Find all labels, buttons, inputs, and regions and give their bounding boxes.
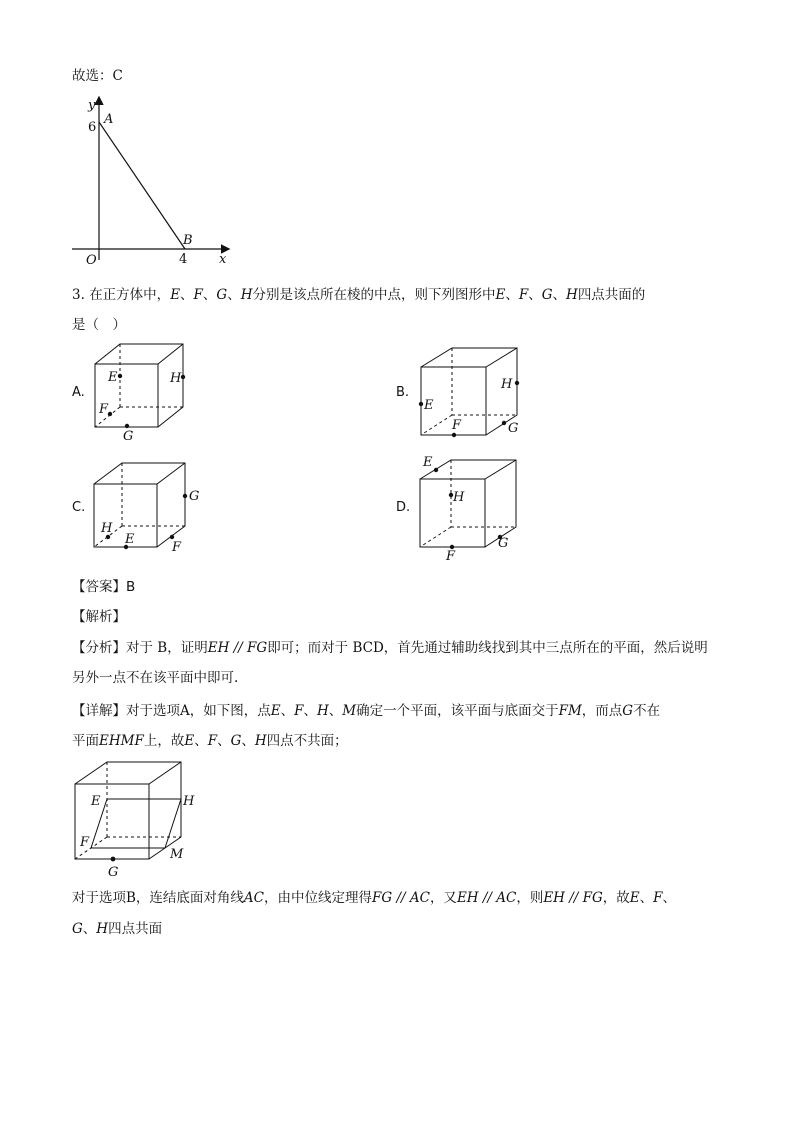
option-d-label: D. [396, 500, 411, 515]
cube-option-b [412, 340, 530, 440]
svg-text:G: G [498, 536, 509, 551]
svg-text:F: F [172, 540, 182, 555]
svg-text:E: E [125, 532, 135, 547]
svg-text:H: H [170, 371, 182, 386]
svg-text:H: H [501, 377, 513, 392]
fenxi-line-2: 另外一点不在该平面中即可. [72, 670, 239, 686]
question-line-2: 是（ ） [72, 317, 126, 333]
option-c-label: C. [72, 500, 86, 515]
fenxi-line-1: 【分析】对于 B，证明EH // FG即可；而对于 BCD，首先通过辅助线找到其中三点所在的平面，然后说明 [72, 640, 708, 656]
option-a-label: A. [72, 385, 85, 400]
previous-answer-line: 故选：C [72, 68, 123, 84]
coordinate-graph [68, 92, 243, 270]
x-axis-label: x [219, 252, 227, 267]
svg-text:H: H [183, 794, 195, 809]
question-line-1: 3. 在正方体中，E、F、G、H分别是该点所在棱的中点，则下列图形中E、F、G、H四点共面的 [72, 287, 646, 303]
svg-text:H: H [453, 490, 465, 505]
x-intercept-label: 4 [179, 252, 188, 267]
svg-text:H: H [101, 521, 113, 536]
segment-ab [99, 122, 185, 249]
svg-text:M: M [170, 847, 184, 862]
svg-text:G: G [508, 421, 519, 436]
svg-text:F: F [452, 418, 462, 433]
option-b-explanation-line-2: G、H四点共面 [72, 921, 163, 937]
cube-explanation [68, 757, 198, 881]
svg-text:F: F [99, 402, 109, 417]
point-a-label: A [104, 112, 114, 127]
answer-line: 【答案】B [72, 579, 136, 595]
y-intercept-label: 6 [88, 120, 97, 135]
analysis-heading: 【解析】 [72, 609, 126, 625]
cube-option-a [88, 338, 198, 446]
svg-text:G: G [189, 489, 200, 504]
svg-text:E: E [423, 455, 433, 470]
svg-text:E: E [108, 370, 118, 385]
cube-option-d [412, 452, 532, 562]
origin-label: O [86, 253, 97, 268]
option-b-label: B. [396, 385, 410, 400]
cube-option-c [88, 456, 200, 556]
svg-text:E: E [424, 398, 434, 413]
svg-text:F: F [446, 549, 456, 562]
svg-text:G: G [123, 429, 134, 444]
svg-text:G: G [108, 865, 119, 880]
y-axis-label: y [88, 98, 96, 113]
point-b-label: B [183, 233, 193, 248]
xiangjie-line-2: 平面EHMF上，故E、F、G、H四点不共面； [72, 733, 348, 749]
svg-text:E: E [91, 794, 101, 809]
svg-text:F: F [80, 835, 90, 850]
xiangjie-line-1: 【详解】对于选项A，如下图，点E、F、H、M确定一个平面，该平面与底面交于FM，而点G不在 [72, 703, 661, 719]
option-b-explanation-line-1: 对于选项B，连结底面对角线AC，由中位线定理得FG // AC，又EH // AC，则EH // FG，故E、F、 [72, 890, 677, 906]
